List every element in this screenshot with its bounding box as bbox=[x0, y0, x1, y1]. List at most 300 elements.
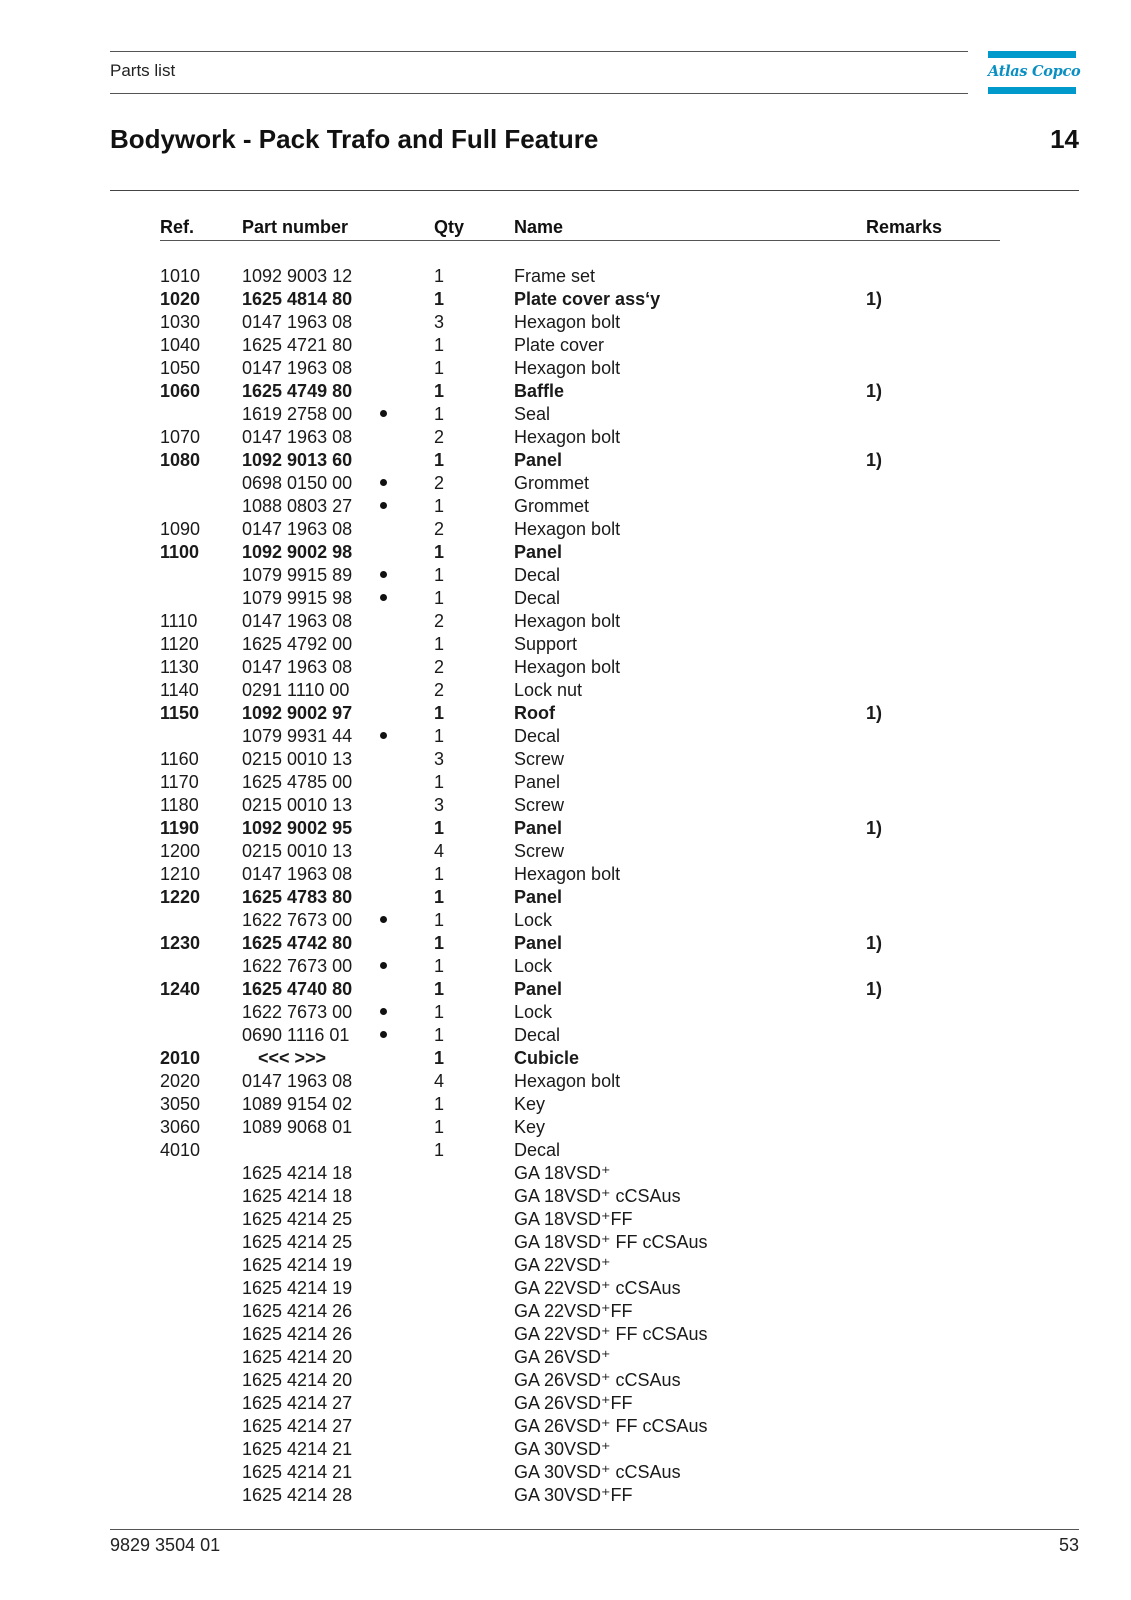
column-header-ref: Ref. bbox=[160, 217, 195, 237]
name-cell: Panel bbox=[514, 979, 563, 999]
ref-cell: 4010 bbox=[160, 1140, 201, 1160]
column-header-part-number: Part number bbox=[242, 217, 349, 237]
qty-cell: 1 bbox=[434, 404, 445, 424]
part-number-cell: 1625 4214 18 bbox=[242, 1186, 353, 1206]
ref-cell: 1200 bbox=[160, 841, 201, 861]
ref-cell bbox=[160, 587, 242, 610]
table-row bbox=[160, 1392, 926, 1415]
name-cell: Decal bbox=[514, 726, 561, 746]
qty-cell: 1 bbox=[434, 726, 445, 746]
part-number-cell: 0147 1963 08 bbox=[242, 1071, 353, 1091]
service-kit-marker-cell bbox=[376, 1139, 434, 1162]
service-kit-marker-cell bbox=[376, 1323, 434, 1346]
qty-cell bbox=[434, 1323, 514, 1346]
name-cell: GA 26VSD⁺ cCSAus bbox=[514, 1370, 681, 1390]
table-row bbox=[160, 1047, 926, 1070]
qty-cell: 1 bbox=[434, 864, 445, 884]
table-row bbox=[160, 794, 926, 817]
table-row bbox=[160, 1254, 926, 1277]
part-number-cell: 1625 4214 18 bbox=[242, 1163, 353, 1183]
bullet-icon bbox=[380, 1031, 387, 1038]
service-kit-marker-cell bbox=[376, 1438, 434, 1461]
remarks-cell bbox=[866, 1001, 926, 1024]
part-number-cell: 1625 4792 00 bbox=[242, 634, 353, 654]
table-row bbox=[160, 1024, 926, 1047]
qty-cell: 3 bbox=[434, 795, 445, 815]
qty-cell: 1 bbox=[434, 289, 445, 309]
service-kit-marker-cell bbox=[376, 978, 434, 1001]
service-kit-marker-cell bbox=[376, 265, 434, 288]
service-kit-marker-cell bbox=[376, 909, 434, 932]
table-row bbox=[160, 817, 926, 840]
service-kit-marker-cell bbox=[376, 1369, 434, 1392]
qty-cell: 3 bbox=[434, 312, 445, 332]
part-number-cell bbox=[242, 1139, 376, 1162]
table-row bbox=[160, 748, 926, 771]
service-kit-marker-cell bbox=[376, 1162, 434, 1185]
qty-cell bbox=[434, 1254, 514, 1277]
name-cell: GA 30VSD⁺FF bbox=[514, 1485, 633, 1505]
service-kit-marker-cell bbox=[376, 955, 434, 978]
qty-cell bbox=[434, 1300, 514, 1323]
ref-cell: 1080 bbox=[160, 450, 201, 470]
table-row bbox=[160, 449, 926, 472]
qty-cell: 1 bbox=[434, 1094, 445, 1114]
qty-cell: 1 bbox=[434, 1048, 445, 1068]
remarks-cell bbox=[866, 1300, 926, 1323]
remarks-cell bbox=[866, 426, 926, 449]
qty-cell: 1 bbox=[434, 1025, 445, 1045]
qty-cell: 1 bbox=[434, 565, 445, 585]
part-number-cell: 0291 1110 00 bbox=[242, 680, 350, 700]
table-row bbox=[160, 1323, 926, 1346]
service-kit-marker-cell bbox=[376, 495, 434, 518]
page-number: 53 bbox=[1058, 1535, 1079, 1555]
service-kit-marker-cell bbox=[376, 679, 434, 702]
name-cell: Panel bbox=[514, 450, 563, 470]
qty-cell: 1 bbox=[434, 496, 445, 516]
part-number-cell: 1079 9915 98 bbox=[242, 588, 353, 608]
qty-cell: 4 bbox=[434, 1071, 445, 1091]
name-cell: Screw bbox=[514, 749, 565, 769]
table-row bbox=[160, 403, 926, 426]
table-row bbox=[160, 1369, 926, 1392]
ref-cell bbox=[160, 1438, 242, 1461]
table-row bbox=[160, 1093, 926, 1116]
remarks-cell: 1) bbox=[866, 450, 883, 470]
table-row bbox=[160, 357, 926, 380]
service-kit-marker-cell bbox=[376, 403, 434, 426]
column-header-remarks: Remarks bbox=[866, 217, 943, 237]
ref-cell bbox=[160, 1162, 242, 1185]
remarks-cell: 1) bbox=[866, 933, 883, 953]
service-kit-marker-cell bbox=[376, 357, 434, 380]
name-cell: Hexagon bolt bbox=[514, 657, 621, 677]
ref-cell bbox=[160, 1300, 242, 1323]
table-row bbox=[160, 380, 926, 403]
part-number-cell: 1625 4214 26 bbox=[242, 1324, 353, 1344]
table-row bbox=[160, 518, 926, 541]
ref-cell: 1230 bbox=[160, 933, 201, 953]
qty-cell: 1 bbox=[434, 818, 445, 838]
service-kit-marker-cell bbox=[376, 1461, 434, 1484]
qty-cell bbox=[434, 1162, 514, 1185]
service-kit-marker-cell bbox=[376, 1415, 434, 1438]
ref-cell: 1240 bbox=[160, 979, 201, 999]
part-number-cell: 1622 7673 00 bbox=[242, 956, 353, 976]
part-number-cell: 1622 7673 00 bbox=[242, 910, 353, 930]
part-number-cell: 1092 9002 95 bbox=[242, 818, 353, 838]
part-number-cell: 1625 4214 20 bbox=[242, 1370, 353, 1390]
ref-cell: 1040 bbox=[160, 335, 201, 355]
name-cell: Panel bbox=[514, 542, 563, 562]
ref-cell: 1110 bbox=[160, 611, 198, 631]
name-cell: Decal bbox=[514, 588, 561, 608]
ref-cell: 3060 bbox=[160, 1117, 201, 1137]
qty-cell bbox=[434, 1392, 514, 1415]
remarks-cell bbox=[866, 1415, 926, 1438]
remarks-cell: 1) bbox=[866, 818, 883, 838]
name-cell: Roof bbox=[514, 703, 555, 723]
remarks-cell bbox=[866, 679, 926, 702]
service-kit-marker-cell bbox=[376, 1208, 434, 1231]
ref-cell bbox=[160, 1415, 242, 1438]
table-row bbox=[160, 771, 926, 794]
qty-cell: 1 bbox=[434, 1117, 445, 1137]
name-cell: GA 18VSD⁺ FF cCSAus bbox=[514, 1232, 708, 1252]
remarks-cell bbox=[866, 863, 926, 886]
part-number-cell: 1625 4214 28 bbox=[242, 1485, 353, 1505]
table-row bbox=[160, 1461, 926, 1484]
qty-cell: 1 bbox=[434, 979, 445, 999]
table-row bbox=[160, 863, 926, 886]
table-row bbox=[160, 610, 926, 633]
name-cell: Screw bbox=[514, 841, 565, 861]
name-cell: GA 30VSD⁺ cCSAus bbox=[514, 1462, 681, 1482]
qty-cell: 1 bbox=[434, 703, 445, 723]
part-number-cell: 1625 4785 00 bbox=[242, 772, 353, 792]
name-cell: GA 30VSD⁺ bbox=[514, 1439, 611, 1459]
qty-cell: 2 bbox=[434, 427, 445, 447]
service-kit-marker-cell bbox=[376, 1254, 434, 1277]
remarks-cell bbox=[866, 1346, 926, 1369]
name-cell: Cubicle bbox=[514, 1048, 580, 1068]
name-cell: Support bbox=[514, 634, 578, 654]
service-kit-marker-cell bbox=[376, 541, 434, 564]
remarks-cell bbox=[866, 633, 926, 656]
ref-cell bbox=[160, 1024, 242, 1047]
part-number-cell: 1625 4214 27 bbox=[242, 1416, 353, 1436]
ref-cell: 1130 bbox=[160, 657, 199, 677]
ref-cell bbox=[160, 1461, 242, 1484]
service-kit-marker-cell bbox=[376, 1047, 434, 1070]
service-kit-marker-cell bbox=[376, 1116, 434, 1139]
service-kit-marker-cell bbox=[376, 863, 434, 886]
qty-cell: 1 bbox=[434, 358, 445, 378]
ref-cell bbox=[160, 1484, 242, 1507]
table-row bbox=[160, 1438, 926, 1461]
table-row bbox=[160, 1300, 926, 1323]
part-number-cell: 1625 4214 27 bbox=[242, 1393, 353, 1413]
ref-cell bbox=[160, 1231, 242, 1254]
qty-cell bbox=[434, 1438, 514, 1461]
table-row bbox=[160, 472, 926, 495]
name-cell: Panel bbox=[514, 933, 563, 953]
ref-cell bbox=[160, 1369, 242, 1392]
table-row bbox=[160, 288, 926, 311]
bullet-icon bbox=[380, 1008, 387, 1015]
table-row bbox=[160, 1162, 926, 1185]
name-cell: Plate cover ass‘y bbox=[514, 289, 661, 309]
ref-cell: 1160 bbox=[160, 749, 199, 769]
qty-cell: 1 bbox=[434, 1002, 445, 1022]
qty-cell: 2 bbox=[434, 680, 445, 700]
table-row bbox=[160, 1277, 926, 1300]
column-header-name: Name bbox=[514, 217, 564, 237]
table-row bbox=[160, 955, 926, 978]
remarks-cell bbox=[866, 265, 926, 288]
service-kit-marker-cell bbox=[376, 518, 434, 541]
name-cell: Hexagon bolt bbox=[514, 519, 621, 539]
service-kit-marker-cell bbox=[376, 1300, 434, 1323]
remarks-cell bbox=[866, 748, 926, 771]
qty-cell: 1 bbox=[434, 450, 445, 470]
remarks-cell bbox=[866, 472, 926, 495]
part-number-cell: 1088 0803 27 bbox=[242, 496, 353, 516]
ref-cell: 1030 bbox=[160, 312, 201, 332]
bullet-icon bbox=[380, 962, 387, 969]
name-cell: Grommet bbox=[514, 473, 590, 493]
remarks-cell bbox=[866, 1369, 926, 1392]
ref-cell: 1060 bbox=[160, 381, 201, 401]
table-row bbox=[160, 1484, 926, 1507]
chapter-number: 14 bbox=[1050, 124, 1079, 154]
table-row bbox=[160, 1231, 926, 1254]
ref-cell bbox=[160, 1392, 242, 1415]
name-cell: GA 22VSD⁺ bbox=[514, 1255, 611, 1275]
column-header-rule bbox=[160, 240, 1000, 241]
ref-cell bbox=[160, 1208, 242, 1231]
service-kit-marker-cell bbox=[376, 656, 434, 679]
service-kit-marker-cell bbox=[376, 1024, 434, 1047]
qty-cell: 1 bbox=[434, 588, 445, 608]
table-row bbox=[160, 932, 926, 955]
bullet-icon bbox=[380, 571, 387, 578]
remarks-cell bbox=[866, 564, 926, 587]
remarks-cell bbox=[866, 541, 926, 564]
bullet-icon bbox=[380, 732, 387, 739]
service-kit-marker-cell bbox=[376, 587, 434, 610]
part-number-cell: 0147 1963 08 bbox=[242, 611, 353, 631]
qty-cell: 1 bbox=[434, 1140, 445, 1160]
remarks-cell bbox=[866, 1461, 926, 1484]
table-row bbox=[160, 1415, 926, 1438]
name-cell: Hexagon bolt bbox=[514, 611, 621, 631]
ref-cell bbox=[160, 1346, 242, 1369]
service-kit-marker-cell bbox=[376, 1392, 434, 1415]
ref-cell: 1210 bbox=[160, 864, 201, 884]
service-kit-marker-cell bbox=[376, 311, 434, 334]
table-row bbox=[160, 587, 926, 610]
qty-cell: 1 bbox=[434, 381, 445, 401]
name-cell: Panel bbox=[514, 772, 561, 792]
remarks-cell bbox=[866, 1093, 926, 1116]
remarks-cell bbox=[866, 725, 926, 748]
remarks-cell bbox=[866, 1047, 926, 1070]
qty-cell: 1 bbox=[434, 542, 445, 562]
service-kit-marker-cell bbox=[376, 1185, 434, 1208]
ref-cell: 1170 bbox=[160, 772, 199, 792]
part-number-cell bbox=[242, 1047, 376, 1070]
ref-cell: 2010 bbox=[160, 1048, 201, 1068]
qty-cell: 2 bbox=[434, 473, 445, 493]
title-rule bbox=[110, 190, 1079, 191]
name-cell: GA 22VSD⁺ FF cCSAus bbox=[514, 1324, 708, 1344]
ref-cell: 1150 bbox=[160, 703, 200, 723]
part-number-cell: 1625 4742 80 bbox=[242, 933, 353, 953]
remarks-cell bbox=[866, 1208, 926, 1231]
qty-cell: 1 bbox=[434, 772, 445, 792]
table-row bbox=[160, 978, 926, 1001]
qty-cell: 1 bbox=[434, 335, 445, 355]
service-kit-marker-cell bbox=[376, 771, 434, 794]
name-cell: Hexagon bolt bbox=[514, 312, 621, 332]
qty-cell: 4 bbox=[434, 841, 445, 861]
bullet-icon bbox=[380, 410, 387, 417]
logo-top-bar bbox=[988, 51, 1076, 58]
table-row bbox=[160, 1139, 926, 1162]
ref-cell bbox=[160, 495, 242, 518]
header-bottom-rule bbox=[110, 93, 968, 94]
ref-cell bbox=[160, 1323, 242, 1346]
service-kit-marker-cell bbox=[376, 886, 434, 909]
part-number-cell: 1625 4814 80 bbox=[242, 289, 353, 309]
ref-cell bbox=[160, 1185, 242, 1208]
remarks-cell bbox=[866, 1070, 926, 1093]
name-cell: GA 22VSD⁺FF bbox=[514, 1301, 633, 1321]
name-cell: Hexagon bolt bbox=[514, 864, 621, 884]
bullet-icon bbox=[380, 502, 387, 509]
table-row bbox=[160, 495, 926, 518]
name-cell: Lock bbox=[514, 910, 553, 930]
part-number-cell: 1625 4214 21 bbox=[242, 1462, 353, 1482]
qty-cell bbox=[434, 1208, 514, 1231]
logo-bottom-bar bbox=[988, 87, 1076, 94]
qty-cell bbox=[434, 1346, 514, 1369]
name-cell: Lock nut bbox=[514, 680, 583, 700]
ref-cell: 1100 bbox=[160, 542, 200, 562]
qty-cell: 1 bbox=[434, 933, 445, 953]
name-cell: Hexagon bolt bbox=[514, 1071, 621, 1091]
remarks-cell bbox=[866, 1116, 926, 1139]
ref-cell bbox=[160, 725, 242, 748]
ref-cell: 1010 bbox=[160, 266, 201, 286]
name-cell: Panel bbox=[514, 887, 563, 907]
remarks-cell bbox=[866, 357, 926, 380]
table-row bbox=[160, 426, 926, 449]
part-number-cell: 0147 1963 08 bbox=[242, 427, 353, 447]
service-kit-marker-cell bbox=[376, 1093, 434, 1116]
table-row bbox=[160, 564, 926, 587]
qty-cell bbox=[434, 1484, 514, 1507]
part-number-cell: 1625 4214 25 bbox=[242, 1232, 353, 1252]
remarks-cell bbox=[866, 587, 926, 610]
ref-cell bbox=[160, 1254, 242, 1277]
part-number-cell: 1092 9002 97 bbox=[242, 703, 353, 723]
qty-cell: 3 bbox=[434, 749, 445, 769]
service-kit-marker-cell bbox=[376, 449, 434, 472]
qty-cell bbox=[434, 1185, 514, 1208]
table-row bbox=[160, 656, 926, 679]
remarks-cell bbox=[866, 909, 926, 932]
ref-cell bbox=[160, 472, 242, 495]
ref-cell: 2020 bbox=[160, 1071, 201, 1091]
name-cell: GA 18VSD⁺ bbox=[514, 1163, 611, 1183]
ref-cell: 1140 bbox=[160, 680, 199, 700]
section-label: Parts list bbox=[110, 61, 176, 80]
part-number-placeholder: <<< >>> bbox=[258, 1048, 327, 1068]
part-number-cell: 1622 7673 00 bbox=[242, 1002, 353, 1022]
name-cell: Lock bbox=[514, 956, 553, 976]
remarks-cell bbox=[866, 311, 926, 334]
remarks-cell bbox=[866, 1185, 926, 1208]
qty-cell bbox=[434, 1277, 514, 1300]
qty-cell: 2 bbox=[434, 519, 445, 539]
service-kit-marker-cell bbox=[376, 288, 434, 311]
name-cell: GA 26VSD⁺ bbox=[514, 1347, 611, 1367]
name-cell: GA 18VSD⁺ cCSAus bbox=[514, 1186, 681, 1206]
name-cell: Key bbox=[514, 1094, 546, 1114]
qty-cell: 1 bbox=[434, 910, 445, 930]
remarks-cell bbox=[866, 610, 926, 633]
part-number-cell: 1092 9013 60 bbox=[242, 450, 353, 470]
part-number-cell: 1625 4214 26 bbox=[242, 1301, 353, 1321]
qty-cell: 1 bbox=[434, 956, 445, 976]
name-cell: Decal bbox=[514, 1025, 561, 1045]
bullet-icon bbox=[380, 594, 387, 601]
name-cell: Hexagon bolt bbox=[514, 358, 621, 378]
part-number-cell: 1625 4783 80 bbox=[242, 887, 353, 907]
remarks-cell bbox=[866, 334, 926, 357]
name-cell: Decal bbox=[514, 1140, 561, 1160]
part-number-cell: 0690 1116 01 bbox=[242, 1025, 350, 1045]
remarks-cell bbox=[866, 403, 926, 426]
ref-cell bbox=[160, 403, 242, 426]
ref-cell: 3050 bbox=[160, 1094, 201, 1114]
name-cell: GA 18VSD⁺FF bbox=[514, 1209, 633, 1229]
part-number-cell: 0698 0150 00 bbox=[242, 473, 353, 493]
qty-cell: 1 bbox=[434, 887, 445, 907]
name-cell: Baffle bbox=[514, 381, 565, 401]
table-row bbox=[160, 541, 926, 564]
ref-cell: 1070 bbox=[160, 427, 201, 447]
remarks-cell bbox=[866, 1254, 926, 1277]
remarks-cell bbox=[866, 1277, 926, 1300]
service-kit-marker-cell bbox=[376, 564, 434, 587]
remarks-cell bbox=[866, 771, 926, 794]
header-top-rule bbox=[110, 51, 968, 52]
ref-cell bbox=[160, 1277, 242, 1300]
part-number-cell: 1625 4740 80 bbox=[242, 979, 353, 999]
service-kit-marker-cell bbox=[376, 1484, 434, 1507]
service-kit-marker-cell bbox=[376, 610, 434, 633]
remarks-cell bbox=[866, 1438, 926, 1461]
remarks-cell bbox=[866, 1323, 926, 1346]
remarks-cell bbox=[866, 1024, 926, 1047]
ref-cell bbox=[160, 955, 242, 978]
name-cell: Frame set bbox=[514, 266, 596, 286]
part-number-cell: 1079 9915 89 bbox=[242, 565, 353, 585]
